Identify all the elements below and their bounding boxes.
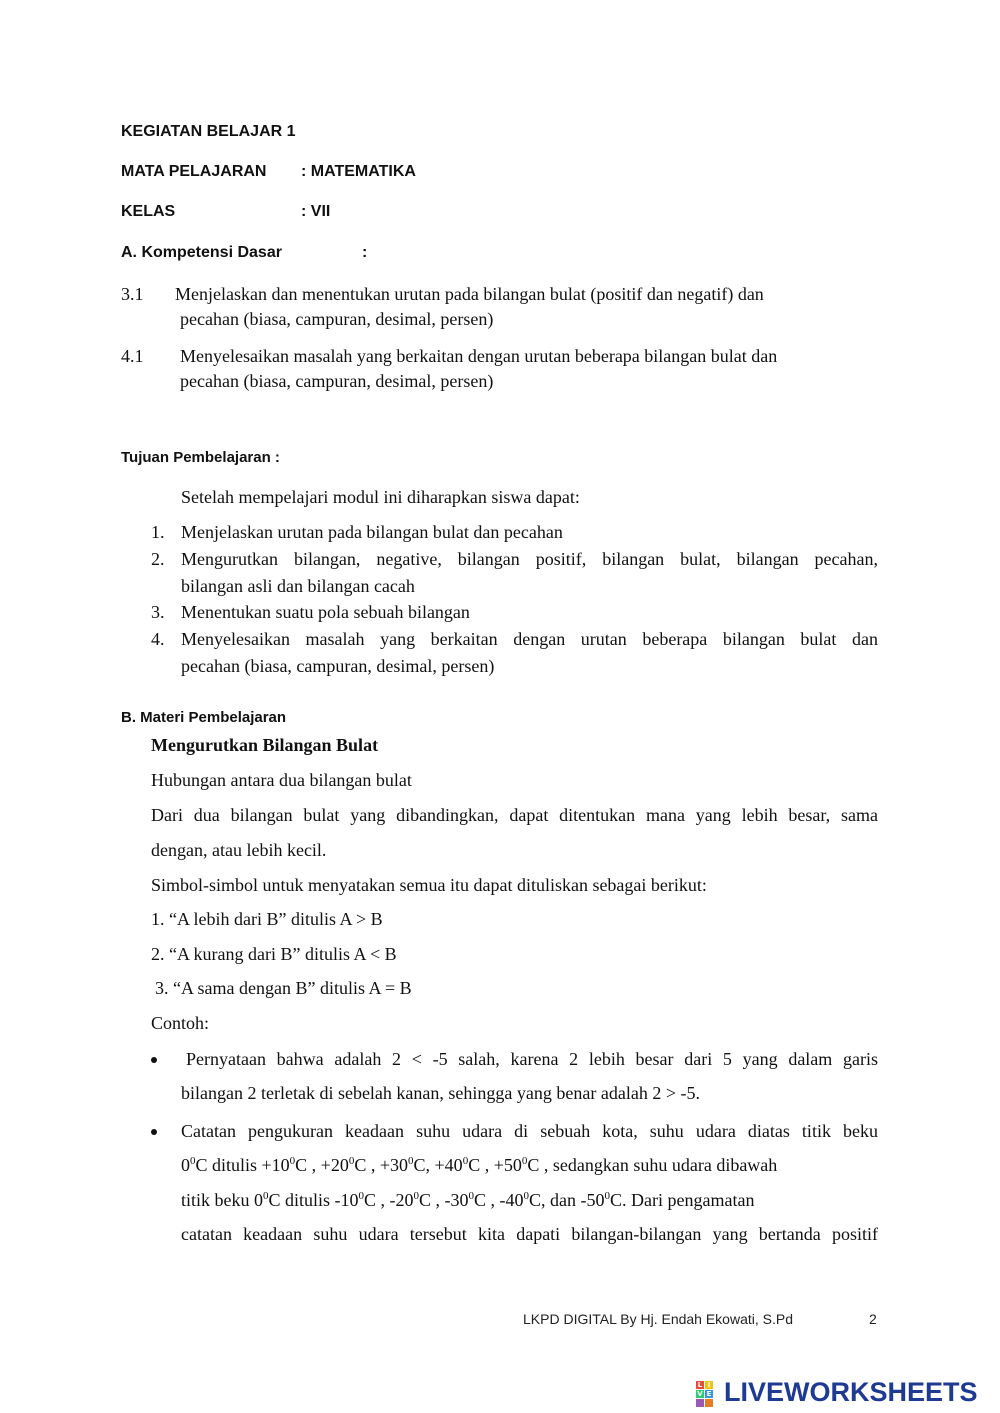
logo-cell: I: [705, 1381, 713, 1389]
materi-heading: B. Materi Pembelajaran: [121, 709, 287, 726]
materi-paragraph: Simbol-simbol untuk menyatakan semua itu dapat dituliskan sebagai berikut:: [151, 875, 707, 895]
logo-cell: L: [697, 1381, 703, 1389]
tujuan-line: pecahan (biasa, campuran, desimal, persen): [181, 656, 495, 676]
kd-line: Menjelaskan dan menentukan urutan pada bilangan bulat (positif dan negatif) dan: [175, 284, 764, 304]
bullet-line: Pernyataan bahwa adalah 2 < -5 salah, karena 2 lebih besar dari 5 yang dalam garis: [186, 1049, 878, 1069]
tujuan-line: Menjelaskan urutan pada bilangan bulat dan pecahan: [181, 522, 563, 542]
kd-line: pecahan (biasa, campuran, desimal, persen): [180, 371, 494, 391]
contoh-label: Contoh:: [151, 1013, 210, 1033]
page-number: 2: [869, 1311, 877, 1327]
mata-pelajaran-label: MATA PELAJARAN: [121, 163, 267, 180]
bullet-dot-icon: [151, 1129, 157, 1135]
tujuan-line: bilangan asli dan bilangan cacah: [181, 576, 415, 596]
bullet-line: catatan keadaan suhu udara tersebut kita dapati bilangan-bilangan yang bertanda positif: [181, 1224, 878, 1244]
rule-item: 1. “A lebih dari B” ditulis A > B: [151, 909, 383, 929]
materi-paragraph: Dari dua bilangan bulat yang dibandingkan, dapat ditentukan mana yang lebih besar, sama: [151, 805, 878, 825]
bullet-line: bilangan 2 terletak di sebelah kanan, sehingga yang benar adalah 2 > -5.: [181, 1083, 700, 1103]
materi-paragraph: Hubungan antara dua bilangan bulat: [151, 770, 412, 790]
logo-cell: [696, 1399, 704, 1407]
kd-number: 4.1: [121, 346, 144, 366]
tujuan-line: Menyelesaikan masalah yang berkaitan dengan urutan beberapa bilangan bulat dan: [181, 629, 878, 649]
tujuan-intro: Setelah mempelajari modul ini diharapkan siswa dapat:: [181, 487, 580, 507]
tujuan-line: Menentukan suatu pola sebuah bilangan: [181, 602, 470, 622]
materi-subtitle: Mengurutkan Bilangan Bulat: [151, 735, 379, 755]
liveworksheets-logo-icon: [696, 1381, 722, 1407]
bullet-dot-icon: [151, 1057, 157, 1063]
temperature-line-positive: $0^0C$ ditulis $+10^0C$ , $+20^0C$ , $+30^0C$, $+40^0C$ , $+50^0C$ , sedangkan suhu udara dibawah: [181, 1155, 778, 1175]
mata-pelajaran-value: : MATEMATIKA: [301, 163, 416, 180]
footer-credit: LKPD DIGITAL By Hj. Endah Ekowati, S.Pd: [523, 1311, 793, 1327]
tujuan-number: 3.: [151, 602, 165, 622]
rule-item: 2. “A kurang dari B” ditulis A < B: [151, 944, 397, 964]
kompetensi-dasar-colon: :: [362, 244, 368, 261]
liveworksheets-brand[interactable]: LIVEWORKSHEETS: [724, 1377, 978, 1407]
kompetensi-dasar-heading: A. Kompetensi Dasar: [121, 244, 282, 261]
kd-line: Menyelesaikan masalah yang berkaitan dengan urutan beberapa bilangan bulat dan: [180, 346, 778, 366]
kd-number: 3.1: [121, 284, 144, 304]
logo-cell: E: [706, 1390, 712, 1398]
kegiatan-belajar-title: KEGIATAN BELAJAR 1: [121, 123, 296, 140]
tujuan-number: 1.: [151, 522, 165, 542]
logo-cell: V: [697, 1390, 703, 1398]
tujuan-number: 4.: [151, 629, 165, 649]
tujuan-heading: Tujuan Pembelajaran :: [121, 449, 280, 466]
temperature-line-negative: titik beku $0^0C$ ditulis $-10^0C$ , $-20^0C$ , $-30^0C$ , $-40^0C$, dan $-50^0C$. Dari pengamatan: [181, 1190, 755, 1210]
rule-item: 3. “A sama dengan B” ditulis A = B: [155, 978, 412, 998]
tujuan-line: Mengurutkan bilangan, negative, bilangan positif, bilangan bulat, bilangan pecahan,: [181, 549, 878, 569]
tujuan-number: 2.: [151, 549, 165, 569]
kelas-value: : VII: [301, 203, 331, 220]
logo-cell: [705, 1399, 713, 1407]
kelas-label: KELAS: [121, 203, 176, 220]
kd-line: pecahan (biasa, campuran, desimal, persen): [180, 309, 494, 329]
materi-paragraph: dengan, atau lebih kecil.: [151, 840, 327, 860]
bullet-line: Catatan pengukuran keadaan suhu udara di sebuah kota, suhu udara diatas titik beku: [181, 1121, 878, 1141]
